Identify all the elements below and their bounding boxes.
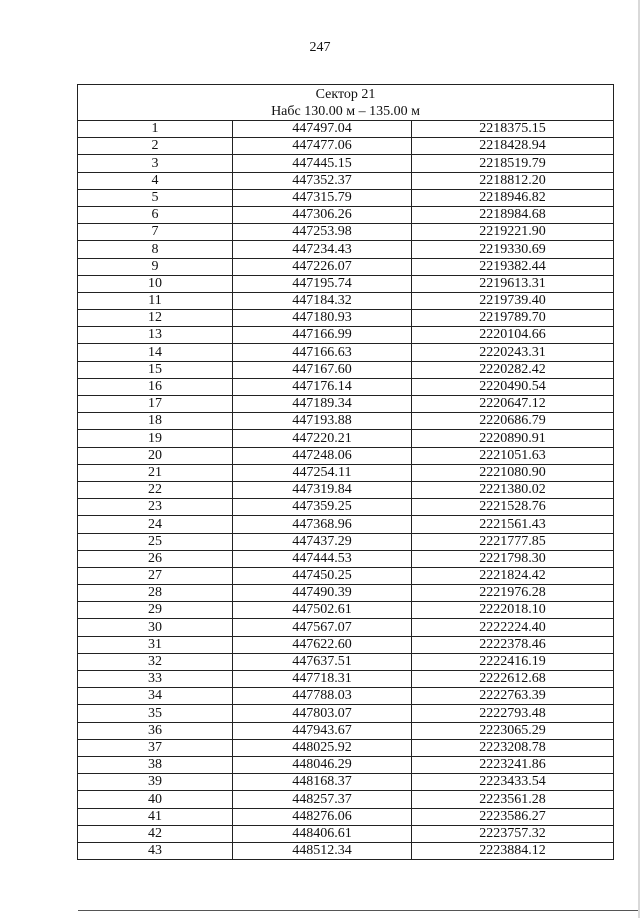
table-row — [78, 344, 614, 361]
x-coordinate-cell: 447248.06 — [233, 447, 412, 464]
point-number-cell: 17 — [78, 396, 233, 413]
y-coordinate-cell: 2221798.30 — [412, 550, 614, 567]
coordinates-table — [77, 84, 614, 860]
point-number-cell: 6 — [78, 206, 233, 223]
table-row — [78, 688, 614, 705]
x-coordinate-cell: 447306.26 — [233, 206, 412, 223]
table-row — [78, 292, 614, 309]
y-coordinate-cell: 2221051.63 — [412, 447, 614, 464]
x-coordinate-cell: 447622.60 — [233, 636, 412, 653]
point-number-cell: 1 — [78, 121, 233, 138]
y-coordinate-cell: 2219221.90 — [412, 224, 614, 241]
y-coordinate-cell: 2223586.27 — [412, 808, 614, 825]
table-row — [78, 189, 614, 206]
x-coordinate-cell: 447166.99 — [233, 327, 412, 344]
table-row — [78, 653, 614, 670]
point-number-cell: 37 — [78, 739, 233, 756]
coordinates-table-body — [78, 85, 614, 860]
table-row — [78, 430, 614, 447]
y-coordinate-cell: 2219382.44 — [412, 258, 614, 275]
y-coordinate-cell: 2221777.85 — [412, 533, 614, 550]
y-coordinate-cell: 2223241.86 — [412, 756, 614, 773]
x-coordinate-cell: 447502.61 — [233, 602, 412, 619]
x-coordinate-cell: 447180.93 — [233, 310, 412, 327]
x-coordinate-cell: 447167.60 — [233, 361, 412, 378]
y-coordinate-cell: 2222612.68 — [412, 671, 614, 688]
x-coordinate-cell: 447193.88 — [233, 413, 412, 430]
table-row — [78, 138, 614, 155]
table-row — [78, 172, 614, 189]
table-row — [78, 241, 614, 258]
table-row — [78, 121, 614, 138]
point-number-cell: 33 — [78, 671, 233, 688]
table-row — [78, 567, 614, 584]
point-number-cell: 25 — [78, 533, 233, 550]
x-coordinate-cell: 448257.37 — [233, 791, 412, 808]
x-coordinate-cell: 447319.84 — [233, 481, 412, 498]
point-number-cell: 43 — [78, 842, 233, 859]
table-row — [78, 791, 614, 808]
point-number-cell: 13 — [78, 327, 233, 344]
sector-title: Сектор 21 — [315, 87, 376, 102]
x-coordinate-cell: 447315.79 — [233, 189, 412, 206]
point-number-cell: 4 — [78, 172, 233, 189]
x-coordinate-cell: 447184.32 — [233, 292, 412, 309]
y-coordinate-cell: 2220890.91 — [412, 430, 614, 447]
point-number-cell: 20 — [78, 447, 233, 464]
table-row — [78, 739, 614, 756]
x-coordinate-cell: 447176.14 — [233, 378, 412, 395]
y-coordinate-cell: 2222763.39 — [412, 688, 614, 705]
table-row — [78, 464, 614, 481]
point-number-cell: 9 — [78, 258, 233, 275]
y-coordinate-cell: 2222416.19 — [412, 653, 614, 670]
point-number-cell: 24 — [78, 516, 233, 533]
x-coordinate-cell: 448046.29 — [233, 756, 412, 773]
point-number-cell: 18 — [78, 413, 233, 430]
y-coordinate-cell: 2220686.79 — [412, 413, 614, 430]
x-coordinate-cell: 447226.07 — [233, 258, 412, 275]
point-number-cell: 30 — [78, 619, 233, 636]
x-coordinate-cell: 448512.34 — [233, 842, 412, 859]
y-coordinate-cell: 2222793.48 — [412, 705, 614, 722]
x-coordinate-cell: 447497.04 — [233, 121, 412, 138]
point-number-cell: 41 — [78, 808, 233, 825]
table-header-row — [78, 85, 614, 121]
x-coordinate-cell: 447477.06 — [233, 138, 412, 155]
x-coordinate-cell: 448168.37 — [233, 774, 412, 791]
point-number-cell: 11 — [78, 292, 233, 309]
y-coordinate-cell: 2222224.40 — [412, 619, 614, 636]
x-coordinate-cell: 448276.06 — [233, 808, 412, 825]
y-coordinate-cell: 2221380.02 — [412, 481, 614, 498]
table-row — [78, 258, 614, 275]
x-coordinate-cell: 447450.25 — [233, 567, 412, 584]
table-row — [78, 481, 614, 498]
x-coordinate-cell: 447437.29 — [233, 533, 412, 550]
x-coordinate-cell: 447189.34 — [233, 396, 412, 413]
altitude-range: Набс 130.00 м – 135.00 м — [271, 104, 420, 119]
y-coordinate-cell: 2218812.20 — [412, 172, 614, 189]
point-number-cell: 23 — [78, 499, 233, 516]
table-row — [78, 585, 614, 602]
table-row — [78, 619, 614, 636]
y-coordinate-cell: 2222378.46 — [412, 636, 614, 653]
point-number-cell: 27 — [78, 567, 233, 584]
y-coordinate-cell: 2221528.76 — [412, 499, 614, 516]
table-row — [78, 499, 614, 516]
point-number-cell: 36 — [78, 722, 233, 739]
y-coordinate-cell: 2223561.28 — [412, 791, 614, 808]
x-coordinate-cell: 447234.43 — [233, 241, 412, 258]
point-number-cell: 15 — [78, 361, 233, 378]
table-row — [78, 413, 614, 430]
point-number-cell: 10 — [78, 275, 233, 292]
point-number-cell: 14 — [78, 344, 233, 361]
x-coordinate-cell: 447254.11 — [233, 464, 412, 481]
x-coordinate-cell: 447718.31 — [233, 671, 412, 688]
table-row — [78, 636, 614, 653]
x-coordinate-cell: 447490.39 — [233, 585, 412, 602]
point-number-cell: 31 — [78, 636, 233, 653]
table-row — [78, 825, 614, 842]
y-coordinate-cell: 2223757.32 — [412, 825, 614, 842]
table-row — [78, 774, 614, 791]
point-number-cell: 32 — [78, 653, 233, 670]
point-number-cell: 26 — [78, 550, 233, 567]
table-row — [78, 671, 614, 688]
table-row — [78, 722, 614, 739]
x-coordinate-cell: 447352.37 — [233, 172, 412, 189]
table-row — [78, 310, 614, 327]
y-coordinate-cell: 2221080.90 — [412, 464, 614, 481]
point-number-cell: 2 — [78, 138, 233, 155]
y-coordinate-cell: 2220647.12 — [412, 396, 614, 413]
y-coordinate-cell: 2223065.29 — [412, 722, 614, 739]
table-row — [78, 705, 614, 722]
table-row — [78, 155, 614, 172]
point-number-cell: 5 — [78, 189, 233, 206]
point-number-cell: 16 — [78, 378, 233, 395]
x-coordinate-cell: 447359.25 — [233, 499, 412, 516]
y-coordinate-cell: 2221561.43 — [412, 516, 614, 533]
table-row — [78, 396, 614, 413]
y-coordinate-cell: 2221976.28 — [412, 585, 614, 602]
table-row — [78, 808, 614, 825]
x-coordinate-cell: 447943.67 — [233, 722, 412, 739]
table-header-cell — [78, 85, 614, 121]
page-number: 247 — [309, 40, 331, 55]
y-coordinate-cell: 2219739.40 — [412, 292, 614, 309]
point-number-cell: 38 — [78, 756, 233, 773]
x-coordinate-cell: 447803.07 — [233, 705, 412, 722]
x-coordinate-cell: 447445.15 — [233, 155, 412, 172]
y-coordinate-cell: 2222018.10 — [412, 602, 614, 619]
table-row — [78, 275, 614, 292]
point-number-cell: 12 — [78, 310, 233, 327]
table-row — [78, 361, 614, 378]
y-coordinate-cell: 2219789.70 — [412, 310, 614, 327]
point-number-cell: 34 — [78, 688, 233, 705]
point-number-cell: 22 — [78, 481, 233, 498]
table-row — [78, 447, 614, 464]
table-row — [78, 327, 614, 344]
y-coordinate-cell: 2221824.42 — [412, 567, 614, 584]
y-coordinate-cell: 2223208.78 — [412, 739, 614, 756]
table-row — [78, 516, 614, 533]
table-row — [78, 378, 614, 395]
y-coordinate-cell: 2223433.54 — [412, 774, 614, 791]
y-coordinate-cell: 2218946.82 — [412, 189, 614, 206]
table-row — [78, 550, 614, 567]
table-row — [78, 756, 614, 773]
y-coordinate-cell: 2223884.12 — [412, 842, 614, 859]
y-coordinate-cell: 2218519.79 — [412, 155, 614, 172]
point-number-cell: 42 — [78, 825, 233, 842]
point-number-cell: 3 — [78, 155, 233, 172]
point-number-cell: 28 — [78, 585, 233, 602]
x-coordinate-cell: 448025.92 — [233, 739, 412, 756]
table-row — [78, 602, 614, 619]
x-coordinate-cell: 447567.07 — [233, 619, 412, 636]
x-coordinate-cell: 447368.96 — [233, 516, 412, 533]
x-coordinate-cell: 447253.98 — [233, 224, 412, 241]
y-coordinate-cell: 2220282.42 — [412, 361, 614, 378]
y-coordinate-cell: 2219330.69 — [412, 241, 614, 258]
x-coordinate-cell: 447788.03 — [233, 688, 412, 705]
point-number-cell: 8 — [78, 241, 233, 258]
x-coordinate-cell: 447637.51 — [233, 653, 412, 670]
y-coordinate-cell: 2218984.68 — [412, 206, 614, 223]
x-coordinate-cell: 447444.53 — [233, 550, 412, 567]
table-row — [78, 842, 614, 859]
y-coordinate-cell: 2219613.31 — [412, 275, 614, 292]
table-row — [78, 533, 614, 550]
point-number-cell: 21 — [78, 464, 233, 481]
x-coordinate-cell: 447220.21 — [233, 430, 412, 447]
point-number-cell: 40 — [78, 791, 233, 808]
point-number-cell: 35 — [78, 705, 233, 722]
y-coordinate-cell: 2220243.31 — [412, 344, 614, 361]
point-number-cell: 29 — [78, 602, 233, 619]
scan-bottom-line — [78, 910, 638, 911]
table-row — [78, 224, 614, 241]
x-coordinate-cell: 448406.61 — [233, 825, 412, 842]
y-coordinate-cell: 2218428.94 — [412, 138, 614, 155]
x-coordinate-cell: 447195.74 — [233, 275, 412, 292]
y-coordinate-cell: 2220490.54 — [412, 378, 614, 395]
point-number-cell: 19 — [78, 430, 233, 447]
point-number-cell: 7 — [78, 224, 233, 241]
y-coordinate-cell: 2218375.15 — [412, 121, 614, 138]
x-coordinate-cell: 447166.63 — [233, 344, 412, 361]
y-coordinate-cell: 2220104.66 — [412, 327, 614, 344]
point-number-cell: 39 — [78, 774, 233, 791]
table-row — [78, 206, 614, 223]
